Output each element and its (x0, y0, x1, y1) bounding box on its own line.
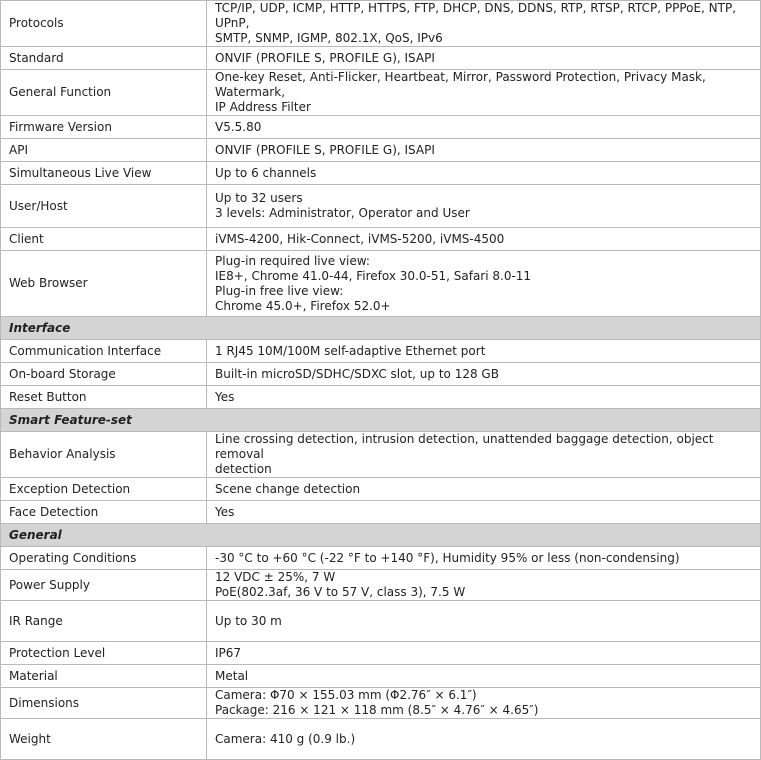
spec-value (207, 228, 761, 251)
spec-row (1, 228, 761, 251)
section-header-row (1, 524, 761, 547)
spec-row (1, 340, 761, 363)
spec-value-line: detection (215, 462, 272, 476)
spec-value-line: Plug-in free live view: (215, 283, 344, 298)
spec-value (207, 251, 761, 317)
spec-value (207, 116, 761, 139)
spec-label: User/Host (1, 185, 207, 228)
spec-label: Communication Interface (1, 340, 207, 363)
spec-value-line: Up to 32 users (215, 191, 303, 205)
spec-label: Simultaneous Live View (1, 162, 207, 185)
spec-row (1, 162, 761, 185)
spec-value-line: 12 VDC ± 25%, 7 W (215, 570, 336, 584)
spec-label: Operating Conditions (1, 547, 207, 570)
spec-row (1, 1, 761, 47)
spec-value-line: -30 °C to +60 °C (-22 °F to +140 °F), Humidity 95% or less (non-condensing) (215, 550, 680, 565)
spec-label: Firmware Version (1, 116, 207, 139)
spec-row (1, 251, 761, 317)
spec-label: Exception Detection (1, 478, 207, 501)
spec-label: On-board Storage (1, 363, 207, 386)
spec-row (1, 478, 761, 501)
spec-row (1, 642, 761, 665)
spec-value (207, 363, 761, 386)
spec-value (207, 432, 761, 478)
spec-value-line: 3 levels: Administrator, Operator and User (215, 206, 470, 220)
spec-value (207, 1, 761, 47)
spec-value-line: SMTP, SNMP, IGMP, 802.1X, QoS, IPv6 (215, 31, 443, 45)
section-title-interface: Interface (1, 317, 761, 340)
spec-label: Behavior Analysis (1, 432, 207, 478)
spec-label: Protocols (1, 1, 207, 47)
spec-label: General Function (1, 70, 207, 116)
spec-row (1, 70, 761, 116)
spec-row (1, 185, 761, 228)
spec-group-network (1, 1, 761, 317)
spec-value-line: Metal (215, 668, 249, 683)
spec-value (207, 601, 761, 642)
spec-value-line: Chrome 45.0+, Firefox 52.0+ (215, 298, 391, 313)
spec-row (1, 688, 761, 719)
spec-group-smart (1, 432, 761, 524)
spec-row (1, 432, 761, 478)
spec-value (207, 139, 761, 162)
spec-row (1, 386, 761, 409)
spec-value (207, 642, 761, 665)
spec-label: Dimensions (1, 688, 207, 719)
spec-value-line: One-key Reset, Anti-Flicker, Heartbeat, Mirror, Password Protection, Privacy Mask, Watermark, (215, 70, 706, 99)
spec-value-line: Camera: Φ70 × 155.03 mm (Φ2.76″ × 6.1″) (215, 688, 477, 702)
spec-row (1, 601, 761, 642)
spec-value-line: Camera: 410 g (0.9 lb.) (215, 731, 356, 746)
spec-label: IR Range (1, 601, 207, 642)
spec-value (207, 386, 761, 409)
spec-value (207, 478, 761, 501)
spec-value (207, 185, 761, 228)
spec-value (207, 162, 761, 185)
spec-value-line: PoE(802.3af, 36 V to 57 V, class 3), 7.5 W (215, 585, 466, 599)
spec-value (207, 719, 761, 760)
spec-label: Face Detection (1, 501, 207, 524)
spec-group-interface (1, 340, 761, 409)
spec-value-line: Plug-in required live view: (215, 253, 370, 268)
section-title-general: General (1, 524, 761, 547)
spec-value-line: Yes (215, 504, 235, 519)
spec-label: Power Supply (1, 570, 207, 601)
spec-value-line: 1 RJ45 10M/100M self-adaptive Ethernet port (215, 343, 486, 358)
section-title-smart-feature-set: Smart Feature-set (1, 409, 761, 432)
spec-row (1, 139, 761, 162)
spec-label: Client (1, 228, 207, 251)
spec-value (207, 570, 761, 601)
spec-value (207, 340, 761, 363)
spec-group-general (1, 547, 761, 760)
spec-value (207, 70, 761, 116)
spec-value-line: V5.5.80 (215, 119, 262, 134)
spec-row (1, 570, 761, 601)
spec-row (1, 116, 761, 139)
spec-label: Material (1, 665, 207, 688)
spec-value-line: TCP/IP, UDP, ICMP, HTTP, HTTPS, FTP, DHCP, DNS, DDNS, RTP, RTSP, RTCP, PPPoE, NTP, UPnP, (215, 1, 737, 30)
spec-label: Weight (1, 719, 207, 760)
spec-value-line: Scene change detection (215, 481, 361, 496)
spec-value (207, 547, 761, 570)
spec-label: Web Browser (1, 251, 207, 317)
spec-row (1, 665, 761, 688)
spec-value (207, 688, 761, 719)
spec-value-line: Yes (215, 389, 235, 404)
spec-row (1, 47, 761, 70)
spec-label: Protection Level (1, 642, 207, 665)
spec-label: Standard (1, 47, 207, 70)
section-header-row (1, 317, 761, 340)
spec-value-line: ONVIF (PROFILE S, PROFILE G), ISAPI (215, 50, 435, 65)
spec-value (207, 501, 761, 524)
spec-value-line: IP Address Filter (215, 100, 311, 114)
spec-value-line: Built-in microSD/SDHC/SDXC slot, up to 128 GB (215, 366, 499, 381)
spec-row (1, 719, 761, 760)
spec-value-line: Up to 30 m (215, 613, 282, 628)
spec-row (1, 363, 761, 386)
spec-section-general (1, 524, 761, 547)
spec-value-line: Up to 6 channels (215, 165, 317, 180)
spec-label: Reset Button (1, 386, 207, 409)
spec-value-line: Package: 216 × 121 × 118 mm (8.5″ × 4.76″ × 4.65″) (215, 703, 539, 717)
spec-value-line: ONVIF (PROFILE S, PROFILE G), ISAPI (215, 142, 435, 157)
spec-row (1, 547, 761, 570)
spec-value-line: Line crossing detection, intrusion detection, unattended baggage detection, object removal (215, 432, 714, 461)
spec-row (1, 501, 761, 524)
spec-label: API (1, 139, 207, 162)
section-header-row (1, 409, 761, 432)
spec-value-line: iVMS-4200, Hik-Connect, iVMS-5200, iVMS-4500 (215, 231, 505, 246)
spec-value (207, 665, 761, 688)
spec-section-interface (1, 317, 761, 340)
spec-value-line: IP67 (215, 645, 242, 660)
spec-value (207, 47, 761, 70)
spec-section-smart (1, 409, 761, 432)
spec-value-line: IE8+, Chrome 41.0-44, Firefox 30.0-51, Safari 8.0-11 (215, 268, 532, 283)
